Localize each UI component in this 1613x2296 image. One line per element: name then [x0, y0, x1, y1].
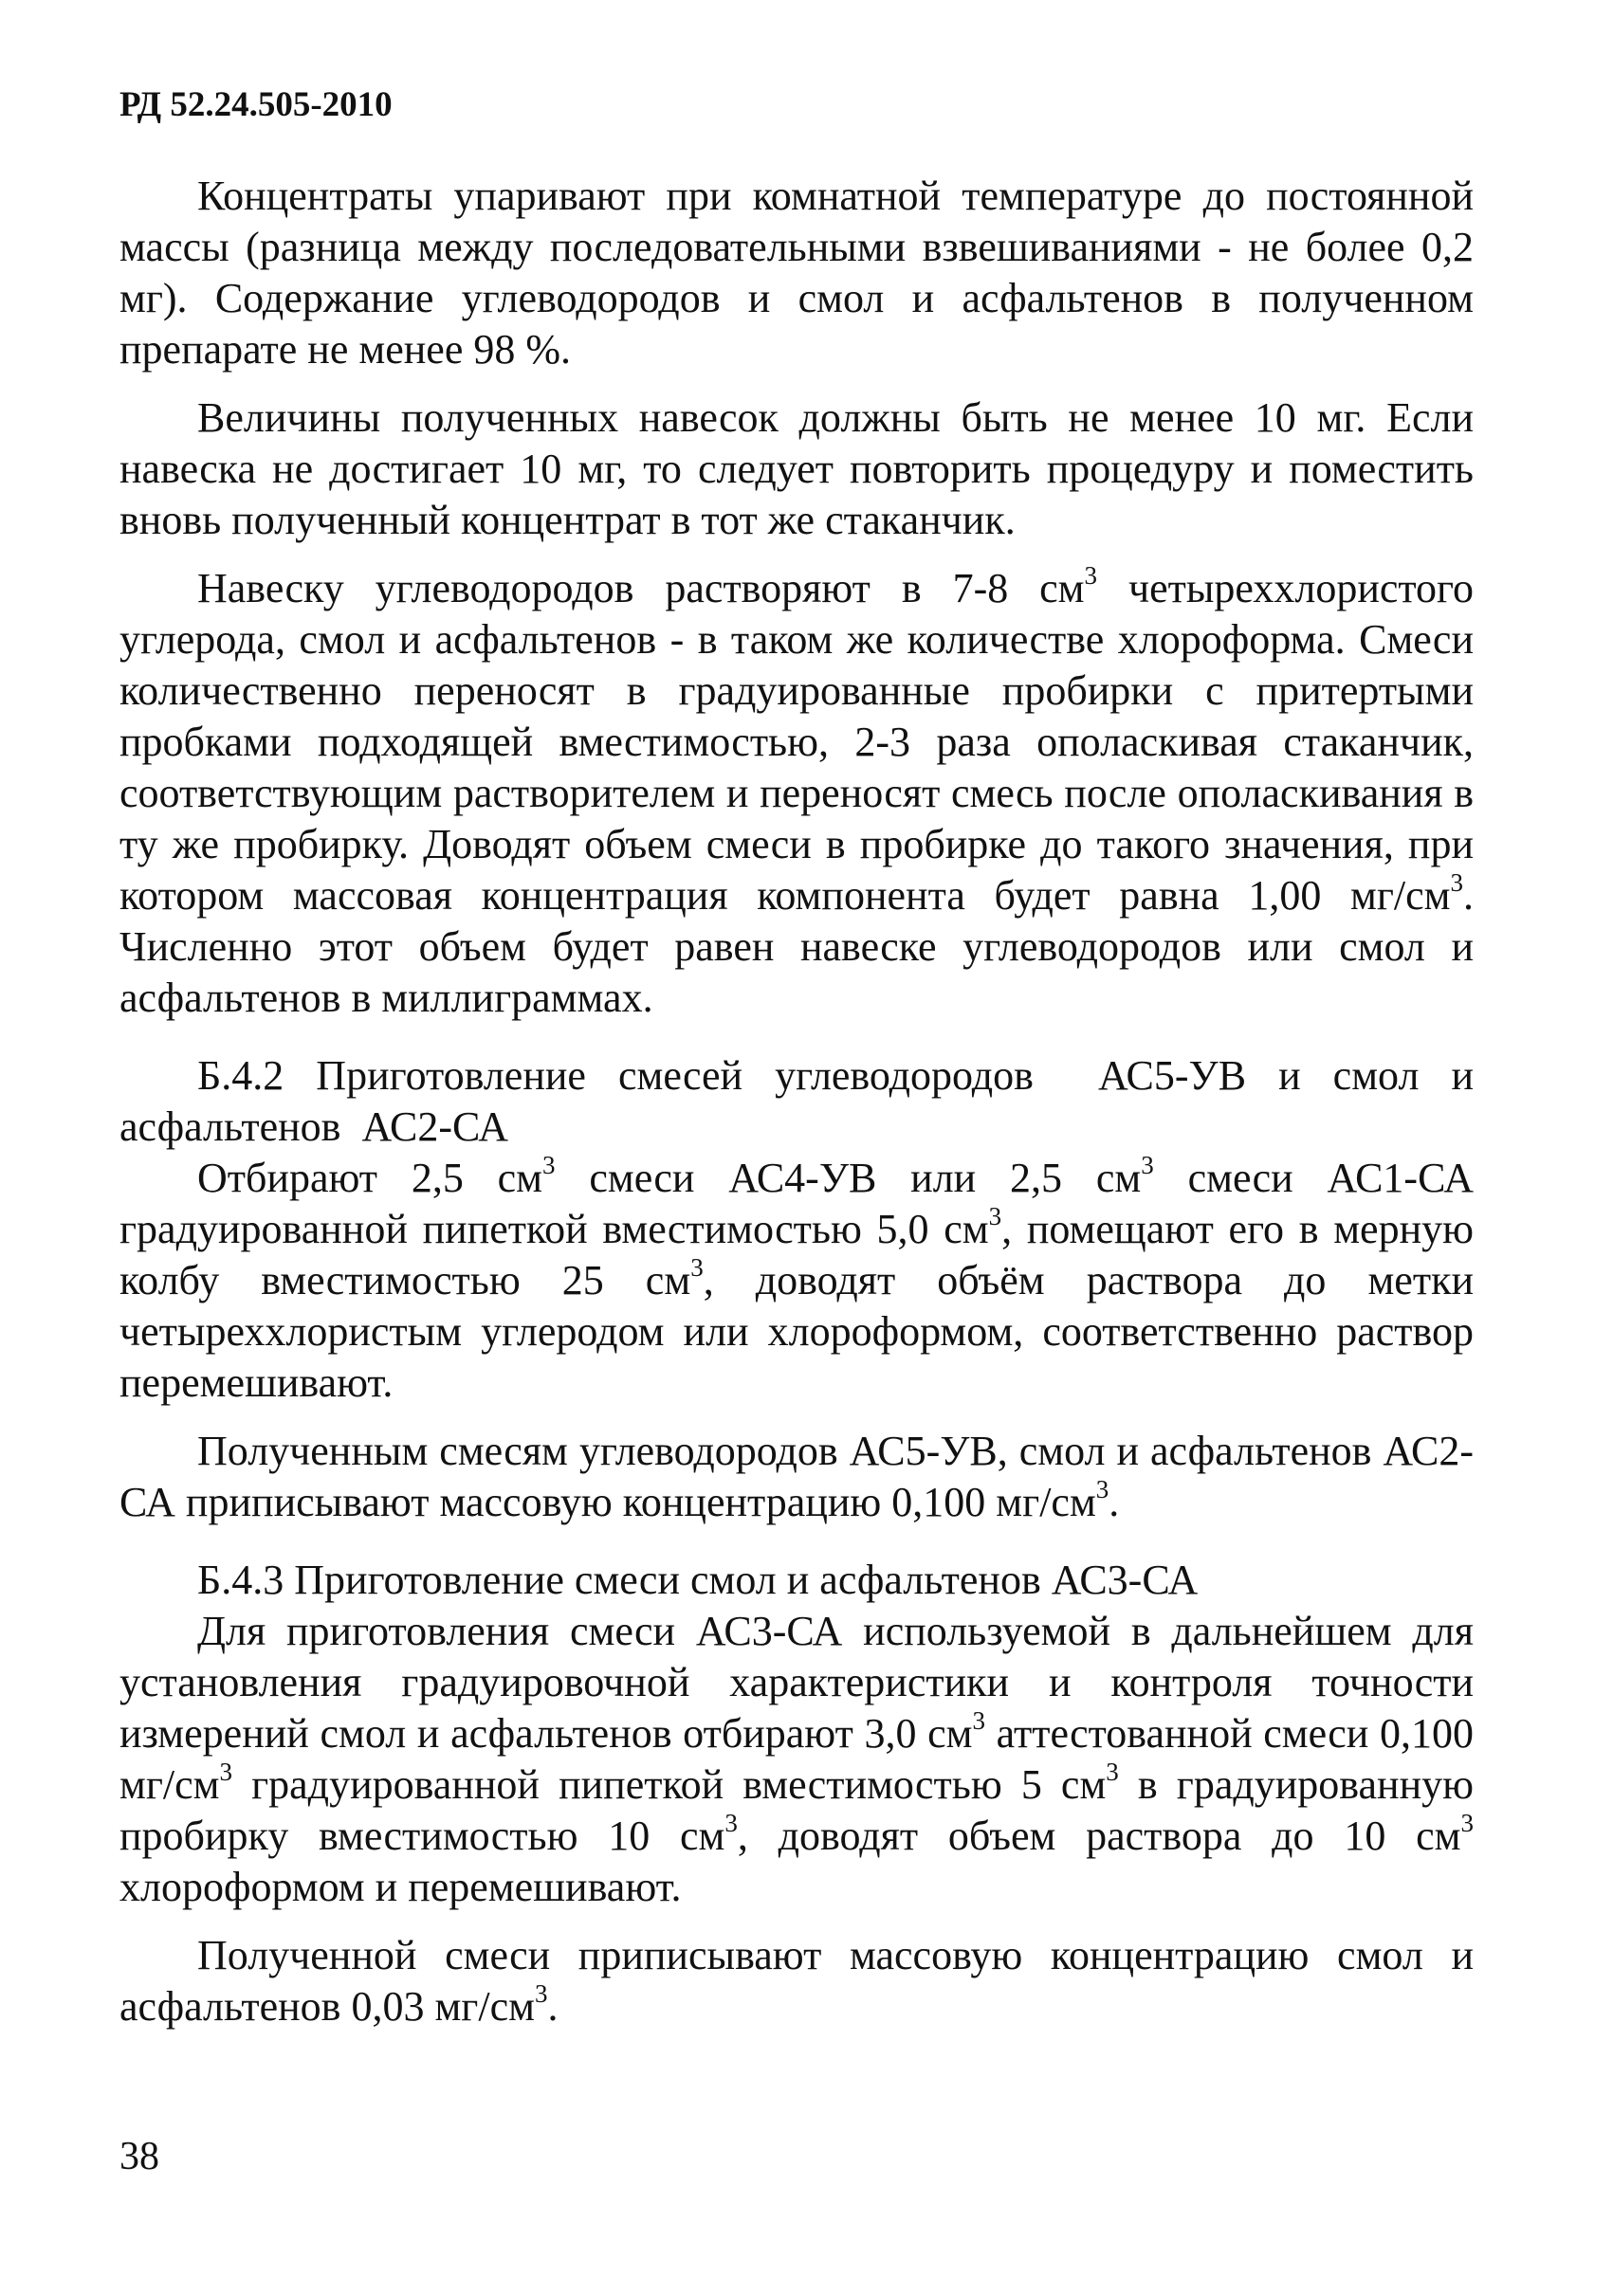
text-segment: смеси АС1-СА градуированной пипеткой вместимостью 5,0 см: [119, 1155, 1474, 1252]
superscript: 3: [724, 1809, 738, 1837]
section-heading-b42: Б.4.2 Приготовление смесей углеводородов АС5-УВ и смол и асфальтенов АС2-СА: [119, 1052, 1484, 1150]
superscript: 3: [1084, 561, 1098, 590]
text-segment: , доводят объем раствора до 10 см: [737, 1813, 1461, 1859]
text-segment: хлороформом и перемешивают.: [119, 1864, 682, 1910]
paragraph-dissolution: [119, 563, 1474, 1024]
paragraph-b43-concentration: [119, 1930, 1474, 2032]
superscript: 3: [534, 1979, 548, 2008]
text-segment: Полученным смесям углеводородов АС5-УВ, смол и асфальтенов АС2-СА приписывают массовую концентрацию 0,100 мг/см: [119, 1428, 1474, 1525]
text-segment: , помещают его в мерную колбу вместимостью 25 см: [119, 1206, 1474, 1303]
text-segment: четыреххлористого углерода, смол и асфальтенов - в таком же количестве хлороформа. Смеси количественно переносят в градуированные пробирки с притертыми пробками подходящей вместимостью, 2-3 раза ополаскивая стаканчик, соответствующим растворителем и переносят смесь после ополаскивания в ту же пробирку. Доводят объем смеси в пробирке до такого значения, при котором массовая концентрация компонента будет равна 1,00 мг/см: [119, 565, 1474, 919]
paragraph-b42-concentration: [119, 1426, 1474, 1528]
superscript: 3: [690, 1253, 704, 1282]
text-segment: смеси АС4-УВ или 2,5 см: [555, 1155, 1142, 1201]
superscript: 3: [1095, 1475, 1109, 1503]
text-segment: градуированной пипеткой вместимостью 5 см: [232, 1761, 1107, 1808]
superscript: 3: [542, 1151, 556, 1179]
page-body: [119, 171, 1484, 2032]
paragraph-evaporation: Концентраты упаривают при комнатной температуре до постоянной массы (разница между последовательными взвешиваниями - не более 0,2 мг). Содержание углеводородов и смол и асфальтенов в полученном препарате не менее 98 %.: [119, 173, 1474, 373]
superscript: 3: [972, 1706, 985, 1735]
paragraph-sample-mass: Величины полученных навесок должны быть не менее 10 мг. Если навеска не достигает 10 мг, то следует повторить процедуру и поместить вновь полученный концентрат в тот же стаканчик.: [119, 394, 1474, 543]
text-segment: Навеску углеводородов растворяют в 7-8 см: [197, 565, 1085, 611]
paragraph-b42-procedure: [119, 1153, 1474, 1409]
paragraph-b43-procedure: [119, 1606, 1474, 1913]
text-segment: .: [1109, 1479, 1120, 1525]
superscript: 3: [1460, 1809, 1474, 1837]
document-code: РД 52.24.505-2010: [119, 85, 393, 124]
text-segment: . Численно этот объем будет равен навеске углеводородов или смол и асфальтенов в миллиграммах.: [119, 872, 1474, 1021]
text-segment: в градуированную пробирку вместимостью 10 см: [119, 1761, 1474, 1859]
text-segment: , доводят объём раствора до метки четыреххлористым углеродом или хлороформом, соответственно раствор перемешивают.: [119, 1257, 1474, 1406]
superscript: 3: [1106, 1758, 1119, 1786]
superscript: 3: [988, 1202, 1002, 1230]
superscript: 3: [1450, 868, 1463, 897]
text-segment: .: [547, 1983, 559, 2030]
superscript: 3: [219, 1758, 232, 1786]
superscript: 3: [1141, 1151, 1154, 1179]
section-heading-b43: Б.4.3 Приготовление смеси смол и асфальтенов АС3-СА: [197, 1557, 1199, 1603]
text-segment: Для приготовления смеси АС3-СА используемой в дальнейшем для установления градуировочной характеристики и контроля точности измерений смол и асфальтенов отбирают 3,0 см: [119, 1608, 1474, 1757]
page-number: 38: [119, 2135, 159, 2178]
text-segment: Отбирают 2,5 см: [197, 1155, 543, 1201]
text-segment: аттестованной смеси 0,100 мг/см: [119, 1710, 1474, 1808]
text-segment: Полученной смеси приписывают массовую концентрацию смол и асфальтенов 0,03 мг/см: [119, 1932, 1474, 2030]
